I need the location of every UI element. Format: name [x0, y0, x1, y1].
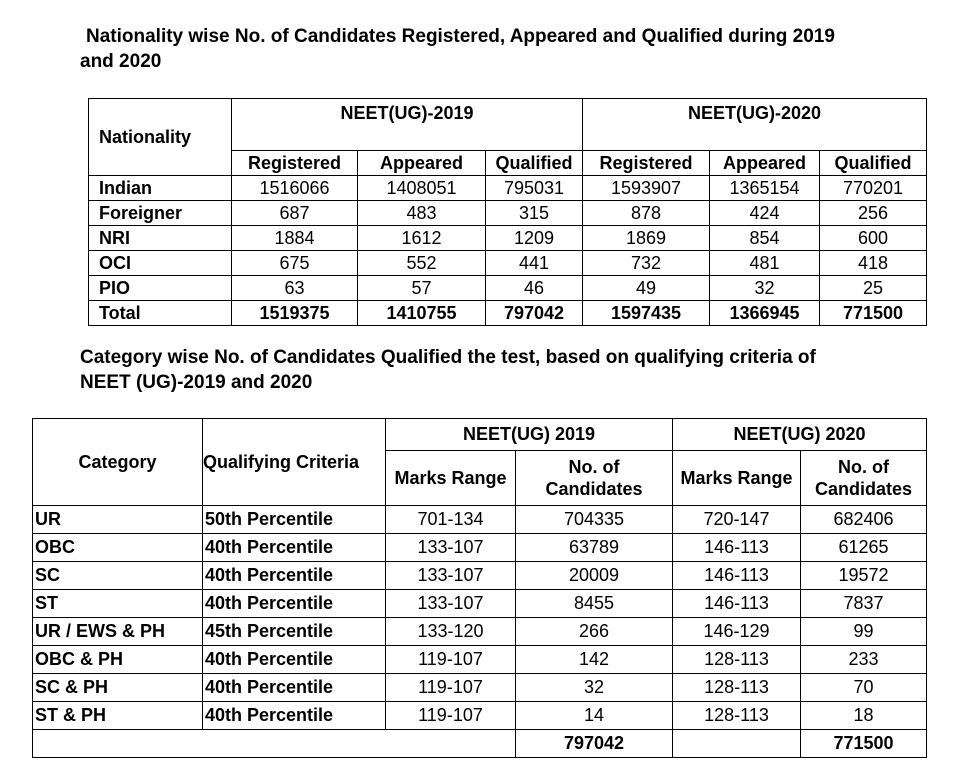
- table-cell: 704335: [516, 506, 673, 534]
- table-cell: 1366945: [710, 301, 820, 326]
- category-cell: UR: [33, 506, 203, 534]
- table-cell: 142: [516, 646, 673, 674]
- table-cell: 797042: [486, 301, 583, 326]
- table-row: [33, 562, 927, 590]
- category-section-title: [80, 345, 960, 395]
- table-cell: 7837: [801, 590, 927, 618]
- table-row: [89, 226, 927, 251]
- category-cell: SC: [33, 562, 203, 590]
- marks-range-header-2020: Marks Range: [673, 451, 801, 506]
- table-cell: 795031: [486, 176, 583, 201]
- table-cell: 128-113: [673, 646, 801, 674]
- table-row: [33, 674, 927, 702]
- table-cell: 1209: [486, 226, 583, 251]
- nationality-table: [88, 98, 927, 326]
- criteria-cell: 50th Percentile: [203, 506, 386, 534]
- table-row: [33, 506, 927, 534]
- title-line-2: NEET (UG)-2019 and 2020: [80, 372, 313, 393]
- table-cell: 1884: [232, 226, 358, 251]
- table-cell: 770201: [820, 176, 927, 201]
- table-cell: 732: [583, 251, 710, 276]
- table-cell: 57: [358, 276, 486, 301]
- nationality-section-title: [80, 24, 960, 74]
- row-label: Total: [89, 301, 232, 326]
- table-cell: 70: [801, 674, 927, 702]
- table-cell: 146-129: [673, 618, 801, 646]
- table-cell: 682406: [801, 506, 927, 534]
- table-cell: 128-113: [673, 674, 801, 702]
- table-cell: 119-107: [386, 702, 516, 730]
- table-row: [33, 646, 927, 674]
- table-cell: 233: [801, 646, 927, 674]
- table-cell: 552: [358, 251, 486, 276]
- table-cell: 441: [486, 251, 583, 276]
- table-cell: 32: [710, 276, 820, 301]
- group-header-2020: NEET(UG) 2020: [673, 419, 927, 451]
- table-cell: 19572: [801, 562, 927, 590]
- col-header-qualified-2019: Qualified: [486, 151, 583, 176]
- table-cell: 133-107: [386, 590, 516, 618]
- table-row: [89, 176, 927, 201]
- table-cell: 61265: [801, 534, 927, 562]
- total-row: [33, 730, 927, 758]
- table-row: [33, 590, 927, 618]
- table-cell: 854: [710, 226, 820, 251]
- col-header-qualified-2020: Qualified: [820, 151, 927, 176]
- table-cell: 1597435: [583, 301, 710, 326]
- table-cell: 119-107: [386, 646, 516, 674]
- table-cell: 63: [232, 276, 358, 301]
- col-header-registered-2019: Registered: [232, 151, 358, 176]
- table-cell: 146-113: [673, 534, 801, 562]
- criteria-cell: 40th Percentile: [203, 534, 386, 562]
- col-header-appeared-2020: Appeared: [710, 151, 820, 176]
- col-header-appeared-2019: Appeared: [358, 151, 486, 176]
- table-cell: 720-147: [673, 506, 801, 534]
- table-cell: 99: [801, 618, 927, 646]
- table-cell: 483: [358, 201, 486, 226]
- title-line-1: Nationality wise No. of Candidates Registered, Appeared and Qualified during 2019: [86, 26, 835, 47]
- category-cell: ST: [33, 590, 203, 618]
- table-row: [89, 276, 927, 301]
- total-blank-cell: [673, 730, 801, 758]
- marks-range-header-2019: Marks Range: [386, 451, 516, 506]
- table-row: [89, 251, 927, 276]
- total-2019: 797042: [516, 730, 673, 758]
- table-cell: 481: [710, 251, 820, 276]
- col-header-registered-2020: Registered: [583, 151, 710, 176]
- group-header-2020: NEET(UG)-2020: [583, 99, 927, 151]
- no-of-label: No. of: [838, 457, 890, 477]
- title-line-2: and 2020: [80, 51, 162, 72]
- title-line-1: Category wise No. of Candidates Qualified the test, based on qualifying criteria of: [80, 347, 816, 368]
- nationality-table-body: [89, 176, 927, 326]
- table-cell: 1365154: [710, 176, 820, 201]
- table-cell: 266: [516, 618, 673, 646]
- table-cell: 119-107: [386, 674, 516, 702]
- criteria-cell: 40th Percentile: [203, 674, 386, 702]
- table-cell: 256: [820, 201, 927, 226]
- candidates-header-2019: [516, 451, 673, 506]
- table-cell: 20009: [516, 562, 673, 590]
- row-label: PIO: [89, 276, 232, 301]
- table-cell: 8455: [516, 590, 673, 618]
- table-cell: 146-113: [673, 590, 801, 618]
- criteria-cell: 45th Percentile: [203, 618, 386, 646]
- table-row: [89, 301, 927, 326]
- criteria-cell: 40th Percentile: [203, 646, 386, 674]
- candidates-header-2020: [801, 451, 927, 506]
- table-row: [33, 534, 927, 562]
- criteria-cell: 40th Percentile: [203, 562, 386, 590]
- table-cell: 25: [820, 276, 927, 301]
- criteria-cell: 40th Percentile: [203, 702, 386, 730]
- category-table-body: [33, 506, 927, 730]
- category-table: [32, 418, 927, 758]
- table-cell: 1410755: [358, 301, 486, 326]
- table-cell: 133-120: [386, 618, 516, 646]
- table-cell: 1612: [358, 226, 486, 251]
- row-label: NRI: [89, 226, 232, 251]
- table-cell: 315: [486, 201, 583, 226]
- table-cell: 1869: [583, 226, 710, 251]
- nationality-header: Nationality: [89, 99, 232, 176]
- category-cell: SC & PH: [33, 674, 203, 702]
- table-cell: 687: [232, 201, 358, 226]
- table-row: [33, 618, 927, 646]
- criteria-cell: 40th Percentile: [203, 590, 386, 618]
- group-header-2019: NEET(UG)-2019: [232, 99, 583, 151]
- table-cell: 14: [516, 702, 673, 730]
- category-cell: ST & PH: [33, 702, 203, 730]
- table-row: [33, 702, 927, 730]
- table-cell: 18: [801, 702, 927, 730]
- category-header: Category: [33, 419, 203, 506]
- category-cell: UR / EWS & PH: [33, 618, 203, 646]
- table-cell: 1593907: [583, 176, 710, 201]
- table-cell: 701-134: [386, 506, 516, 534]
- candidates-label: Candidates: [545, 479, 643, 499]
- table-cell: 771500: [820, 301, 927, 326]
- table-cell: 600: [820, 226, 927, 251]
- group-header-2019: NEET(UG) 2019: [386, 419, 673, 451]
- table-cell: 1516066: [232, 176, 358, 201]
- table-cell: 49: [583, 276, 710, 301]
- table-cell: 128-113: [673, 702, 801, 730]
- criteria-header: Qualifying Criteria: [203, 419, 386, 506]
- table-cell: 675: [232, 251, 358, 276]
- category-cell: OBC & PH: [33, 646, 203, 674]
- candidates-label: Candidates: [815, 479, 913, 499]
- table-cell: 133-107: [386, 562, 516, 590]
- table-cell: 1519375: [232, 301, 358, 326]
- table-cell: 46: [486, 276, 583, 301]
- table-cell: 424: [710, 201, 820, 226]
- table-cell: 418: [820, 251, 927, 276]
- table-cell: 63789: [516, 534, 673, 562]
- no-of-label: No. of: [568, 457, 620, 477]
- category-cell: OBC: [33, 534, 203, 562]
- table-cell: 133-107: [386, 534, 516, 562]
- table-cell: 1408051: [358, 176, 486, 201]
- total-blank-cell: [33, 730, 516, 758]
- table-cell: 32: [516, 674, 673, 702]
- table-cell: 878: [583, 201, 710, 226]
- table-row: [89, 201, 927, 226]
- table-cell: 146-113: [673, 562, 801, 590]
- row-label: Foreigner: [89, 201, 232, 226]
- total-2020: 771500: [801, 730, 927, 758]
- row-label: OCI: [89, 251, 232, 276]
- row-label: Indian: [89, 176, 232, 201]
